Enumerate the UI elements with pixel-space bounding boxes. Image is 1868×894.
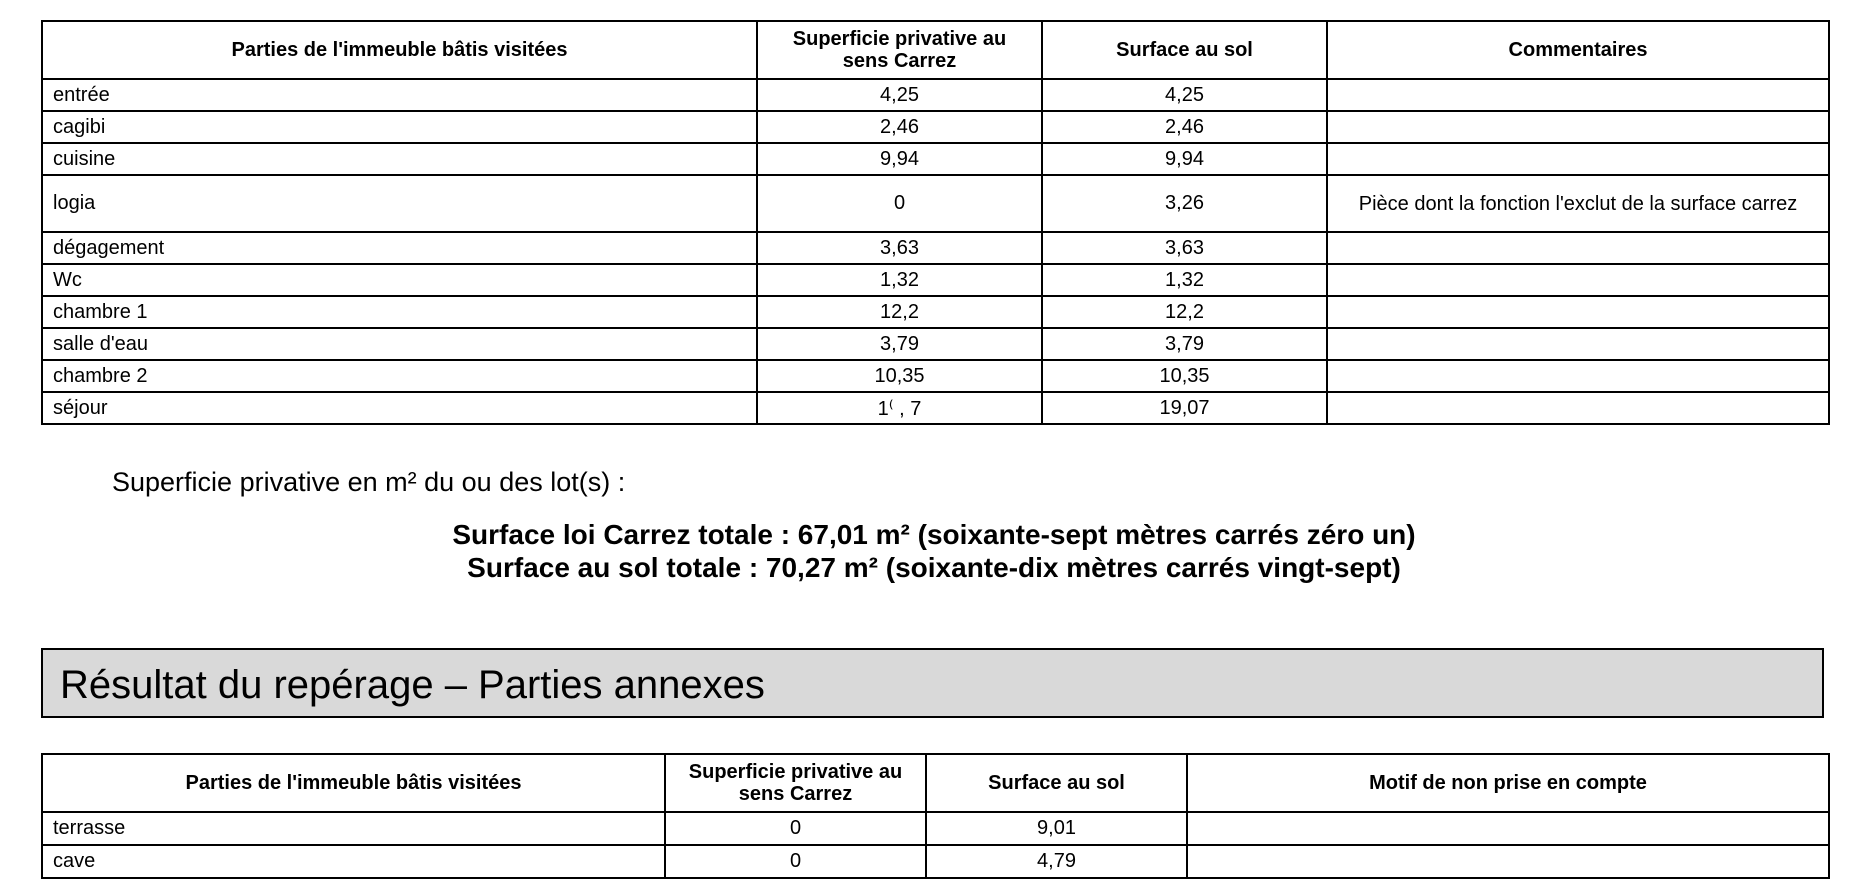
comment-cell: Pièce dont la fonction l'exclut de la surface carrez	[1327, 175, 1829, 232]
sol-total: Surface au sol totale : 70,27 m² (soixante-dix mètres carrés vingt-sept)	[467, 552, 1401, 583]
sol-value: 2,46	[1042, 111, 1327, 143]
table-row	[42, 143, 1829, 175]
table-row	[42, 175, 1829, 232]
header-surface-sol: Surface au sol	[926, 754, 1187, 812]
sol-value: 1,32	[1042, 264, 1327, 296]
carrez-value: 3,63	[757, 232, 1042, 264]
motif-cell	[1187, 812, 1829, 845]
room-name: cave	[42, 845, 665, 878]
table-row	[42, 360, 1829, 392]
sol-value: 10,35	[1042, 360, 1327, 392]
table-header-row	[42, 754, 1829, 812]
table-row	[42, 79, 1829, 111]
motif-cell	[1187, 845, 1829, 878]
carrez-value: 2,46	[757, 111, 1042, 143]
room-name: Wc	[42, 264, 757, 296]
carrez-value: 0	[665, 812, 926, 845]
sol-value: 12,2	[1042, 296, 1327, 328]
table-header-row	[42, 21, 1829, 79]
sol-value: 3,26	[1042, 175, 1327, 232]
superficie-label: Superficie privative en m² du ou des lot(s) :	[112, 467, 626, 497]
sol-value: 3,63	[1042, 232, 1327, 264]
table-row	[42, 296, 1829, 328]
carrez-value: 0	[665, 845, 926, 878]
sol-value: 3,79	[1042, 328, 1327, 360]
sol-value: 4,79	[926, 845, 1187, 878]
carrez-value: 12,2	[757, 296, 1042, 328]
table-row	[42, 812, 1829, 845]
sol-value: 4,25	[1042, 79, 1327, 111]
room-name: dégagement	[42, 232, 757, 264]
sol-value: 19,07	[1042, 392, 1327, 424]
carrez-surface-table	[41, 20, 1830, 425]
room-name: cuisine	[42, 143, 757, 175]
carrez-value: 4,25	[757, 79, 1042, 111]
carrez-total: Surface loi Carrez totale : 67,01 m² (soixante-sept mètres carrés zéro un)	[452, 519, 1416, 550]
comment-cell	[1327, 328, 1829, 360]
room-name: logia	[42, 175, 757, 232]
carrez-value: 1⁽ , 7	[757, 392, 1042, 424]
comment-cell	[1327, 296, 1829, 328]
carrez-value: 10,35	[757, 360, 1042, 392]
table-row	[42, 392, 1829, 424]
carrez-value: 0	[757, 175, 1042, 232]
header-carrez: Superficie privative au sens Carrez	[757, 21, 1042, 79]
comment-cell	[1327, 143, 1829, 175]
comment-cell	[1327, 79, 1829, 111]
room-name: séjour	[42, 392, 757, 424]
annex-surface-table	[41, 753, 1830, 879]
carrez-value: 1,32	[757, 264, 1042, 296]
header-commentaires: Commentaires	[1327, 21, 1829, 79]
table-row	[42, 232, 1829, 264]
room-name: cagibi	[42, 111, 757, 143]
annex-section-header	[41, 648, 1824, 718]
header-parties: Parties de l'immeuble bâtis visitées	[42, 21, 757, 79]
carrez-value: 3,79	[757, 328, 1042, 360]
room-name: terrasse	[42, 812, 665, 845]
room-name: salle d'eau	[42, 328, 757, 360]
table-row	[42, 845, 1829, 878]
room-name: entrée	[42, 79, 757, 111]
table-row	[42, 264, 1829, 296]
table-row	[42, 328, 1829, 360]
header-carrez: Superficie privative au sens Carrez	[665, 754, 926, 812]
room-name: chambre 1	[42, 296, 757, 328]
comment-cell	[1327, 232, 1829, 264]
header-motif: Motif de non prise en compte	[1187, 754, 1829, 812]
table-row	[42, 111, 1829, 143]
annex-section-title: Résultat du repérage – Parties annexes	[60, 663, 765, 707]
carrez-value: 9,94	[757, 143, 1042, 175]
comment-cell	[1327, 360, 1829, 392]
header-surface-sol: Surface au sol	[1042, 21, 1327, 79]
sol-value: 9,01	[926, 812, 1187, 845]
sol-value: 9,94	[1042, 143, 1327, 175]
comment-cell	[1327, 264, 1829, 296]
comment-cell	[1327, 392, 1829, 424]
comment-cell	[1327, 111, 1829, 143]
header-parties: Parties de l'immeuble bâtis visitées	[42, 754, 665, 812]
room-name: chambre 2	[42, 360, 757, 392]
